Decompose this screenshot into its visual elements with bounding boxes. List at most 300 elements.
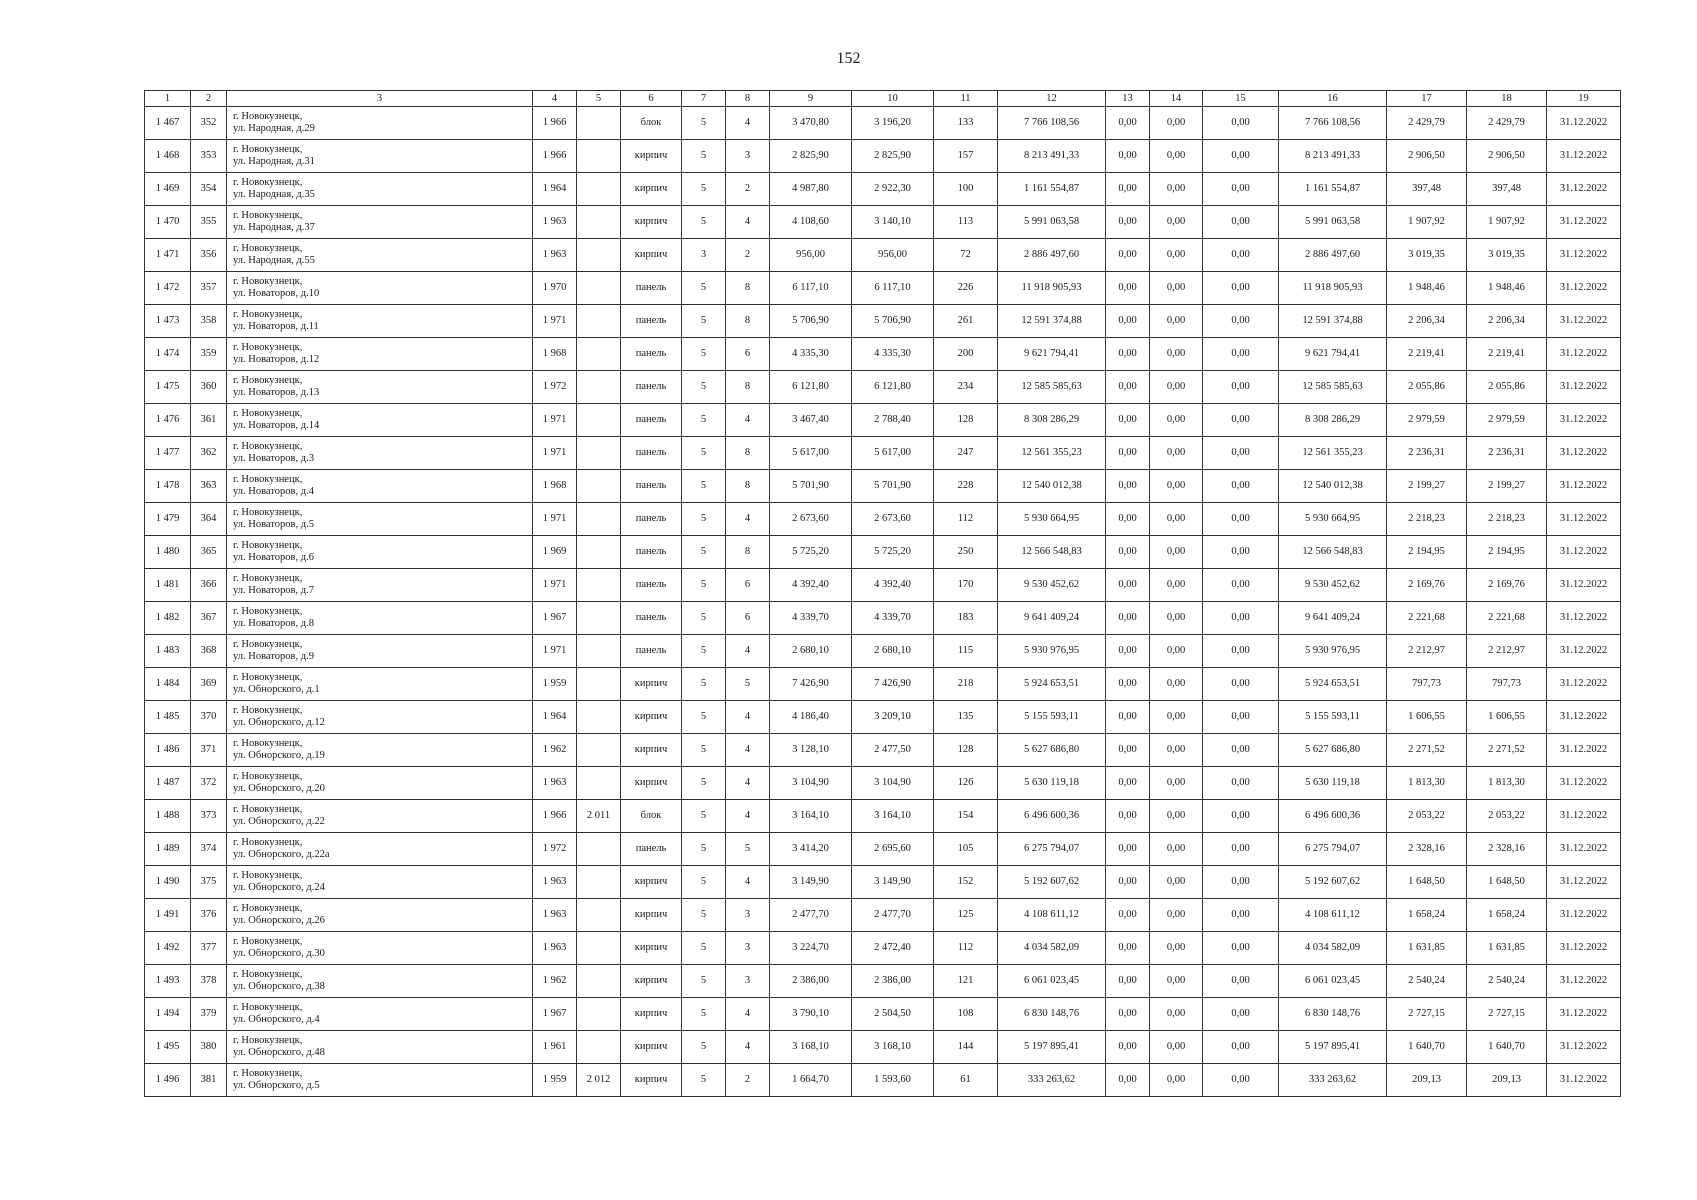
table-cell: 3 149,90: [852, 866, 934, 899]
column-header-19: 19: [1547, 91, 1621, 107]
address-city: г. Новокузнецк,: [233, 705, 303, 716]
table-cell: 2 472,40: [852, 932, 934, 965]
table-cell: 373: [191, 800, 227, 833]
table-cell: 2 194,95: [1467, 536, 1547, 569]
table-cell: 9 641 409,24: [1279, 602, 1387, 635]
table-cell: 5 197 895,41: [998, 1031, 1106, 1064]
table-cell: 0,00: [1106, 635, 1150, 668]
table-cell: 0,00: [1150, 602, 1203, 635]
address-cell: [227, 965, 533, 998]
address-cell: [227, 1031, 533, 1064]
table-cell: 2 212,97: [1387, 635, 1467, 668]
table-cell: 1 907,92: [1467, 206, 1547, 239]
table-cell: 2 504,50: [852, 998, 934, 1031]
table-cell: 5 930 664,95: [998, 503, 1106, 536]
table-cell: 126: [934, 767, 998, 800]
column-header-4: 4: [533, 91, 577, 107]
table-cell: 0,00: [1203, 107, 1279, 140]
table-row: [145, 338, 1621, 371]
table-cell: 3 019,35: [1467, 239, 1547, 272]
table-cell: 5 192 607,62: [1279, 866, 1387, 899]
table-cell: 359: [191, 338, 227, 371]
table-cell: 5 930 664,95: [1279, 503, 1387, 536]
table-row: [145, 635, 1621, 668]
table-cell: 261: [934, 305, 998, 338]
table-cell: 5 725,20: [852, 536, 934, 569]
address-city: г. Новокузнецк,: [233, 177, 303, 188]
table-cell: 1 963: [533, 767, 577, 800]
address-cell: [227, 173, 533, 206]
table-cell: 352: [191, 107, 227, 140]
table-cell: 5 924 653,51: [998, 668, 1106, 701]
address-city: г. Новокузнецк,: [233, 144, 303, 155]
table-cell: 0,00: [1203, 602, 1279, 635]
table-cell: 12 540 012,38: [998, 470, 1106, 503]
table-row: [145, 305, 1621, 338]
address-cell: [227, 239, 533, 272]
table-cell: панель: [621, 602, 682, 635]
table-cell: [577, 833, 621, 866]
table-cell: 31.12.2022: [1547, 239, 1621, 272]
address-cell: [227, 998, 533, 1031]
table-cell: 12 591 374,88: [1279, 305, 1387, 338]
address-city: г. Новокузнецк,: [233, 606, 303, 617]
column-header-6: 6: [621, 91, 682, 107]
address-city: г. Новокузнецк,: [233, 573, 303, 584]
table-cell: 2 053,22: [1467, 800, 1547, 833]
table-cell: 8 213 491,33: [1279, 140, 1387, 173]
table-cell: 2 328,16: [1387, 833, 1467, 866]
table-cell: [577, 866, 621, 899]
table-cell: 5 192 607,62: [998, 866, 1106, 899]
table-cell: 61: [934, 1064, 998, 1097]
table-cell: 31.12.2022: [1547, 1031, 1621, 1064]
table-cell: 1 471: [145, 239, 191, 272]
table-cell: 956,00: [770, 239, 852, 272]
table-cell: кирпич: [621, 866, 682, 899]
address-cell: [227, 767, 533, 800]
table-cell: 2 236,31: [1387, 437, 1467, 470]
table-cell: 1 969: [533, 536, 577, 569]
address-street: ул. Новаторов, д.14: [233, 420, 320, 431]
table-cell: блок: [621, 800, 682, 833]
table-cell: 1 493: [145, 965, 191, 998]
address-street: ул. Обнорского, д.30: [233, 948, 325, 959]
table-cell: 0,00: [1203, 305, 1279, 338]
table-cell: 2 221,68: [1467, 602, 1547, 635]
table-cell: 377: [191, 932, 227, 965]
table-cell: 5 930 976,95: [1279, 635, 1387, 668]
table-cell: 0,00: [1203, 503, 1279, 536]
table-cell: 372: [191, 767, 227, 800]
table-cell: кирпич: [621, 173, 682, 206]
table-row: [145, 833, 1621, 866]
table-cell: панель: [621, 338, 682, 371]
table-cell: 2 825,90: [852, 140, 934, 173]
table-body: [145, 107, 1621, 1097]
table-cell: 1 472: [145, 272, 191, 305]
table-cell: 1 489: [145, 833, 191, 866]
table-cell: кирпич: [621, 767, 682, 800]
column-header-1: 1: [145, 91, 191, 107]
table-cell: 2 271,52: [1467, 734, 1547, 767]
table-cell: 0,00: [1203, 140, 1279, 173]
table-cell: 2 199,27: [1387, 470, 1467, 503]
table-cell: 1 606,55: [1467, 701, 1547, 734]
table-cell: 0,00: [1106, 470, 1150, 503]
table-cell: 380: [191, 1031, 227, 1064]
table-row: [145, 569, 1621, 602]
table-cell: 9 530 452,62: [998, 569, 1106, 602]
table-cell: 5: [682, 734, 726, 767]
address-cell: [227, 305, 533, 338]
table-cell: 6 121,80: [852, 371, 934, 404]
table-cell: 2 169,76: [1387, 569, 1467, 602]
table-cell: 0,00: [1150, 536, 1203, 569]
table-cell: 1 477: [145, 437, 191, 470]
table-cell: панель: [621, 305, 682, 338]
address-cell: [227, 800, 533, 833]
table-cell: 9 530 452,62: [1279, 569, 1387, 602]
table-cell: панель: [621, 437, 682, 470]
table-cell: 2 680,10: [770, 635, 852, 668]
address-street: ул. Новаторов, д.5: [233, 519, 314, 530]
address-city: г. Новокузнецк,: [233, 1002, 303, 1013]
table-cell: 1 485: [145, 701, 191, 734]
address-cell: [227, 338, 533, 371]
table-cell: 112: [934, 932, 998, 965]
table-cell: кирпич: [621, 206, 682, 239]
table-cell: 100: [934, 173, 998, 206]
table-cell: 2 540,24: [1387, 965, 1467, 998]
table-cell: 0,00: [1203, 404, 1279, 437]
table-cell: 1 959: [533, 668, 577, 701]
table-cell: 234: [934, 371, 998, 404]
table-cell: 1 963: [533, 866, 577, 899]
table-cell: 4 034 582,09: [998, 932, 1106, 965]
table-cell: 0,00: [1150, 239, 1203, 272]
table-cell: 1 470: [145, 206, 191, 239]
table-cell: 3 019,35: [1387, 239, 1467, 272]
table-cell: 31.12.2022: [1547, 998, 1621, 1031]
table-cell: 1 962: [533, 965, 577, 998]
table-cell: 8: [726, 371, 770, 404]
table-cell: 5 725,20: [770, 536, 852, 569]
table-cell: 1 640,70: [1467, 1031, 1547, 1064]
address-cell: [227, 371, 533, 404]
table-row: [145, 668, 1621, 701]
table-cell: 0,00: [1106, 800, 1150, 833]
table-row: [145, 965, 1621, 998]
table-cell: 1 970: [533, 272, 577, 305]
table-cell: 0,00: [1203, 635, 1279, 668]
table-cell: 1 967: [533, 602, 577, 635]
table-cell: 5: [682, 1031, 726, 1064]
table-cell: панель: [621, 503, 682, 536]
table-cell: 9 621 794,41: [998, 338, 1106, 371]
table-cell: 31.12.2022: [1547, 767, 1621, 800]
table-cell: 7 426,90: [770, 668, 852, 701]
address-cell: [227, 470, 533, 503]
table-cell: 0,00: [1203, 206, 1279, 239]
address-street: ул. Новаторов, д.10: [233, 288, 320, 299]
table-cell: 0,00: [1106, 1031, 1150, 1064]
table-cell: 1 658,24: [1387, 899, 1467, 932]
address-street: ул. Новаторов, д.6: [233, 552, 314, 563]
table-cell: 1 971: [533, 305, 577, 338]
table-cell: 0,00: [1150, 734, 1203, 767]
table-cell: 6: [726, 569, 770, 602]
table-cell: 2 236,31: [1467, 437, 1547, 470]
table-cell: 3: [726, 140, 770, 173]
table-cell: 1 486: [145, 734, 191, 767]
address-city: г. Новокузнецк,: [233, 837, 303, 848]
table-cell: 5 617,00: [852, 437, 934, 470]
table-cell: 0,00: [1203, 668, 1279, 701]
table-cell: 0,00: [1203, 1064, 1279, 1097]
table-cell: 1 495: [145, 1031, 191, 1064]
table-cell: 3: [726, 899, 770, 932]
address-cell: [227, 404, 533, 437]
table-cell: 0,00: [1203, 866, 1279, 899]
address-street: ул. Новаторов, д.9: [233, 651, 314, 662]
table-cell: 3 224,70: [770, 932, 852, 965]
table-cell: 5 706,90: [770, 305, 852, 338]
address-city: г. Новокузнецк,: [233, 771, 303, 782]
table-cell: 4 034 582,09: [1279, 932, 1387, 965]
table-cell: 0,00: [1150, 371, 1203, 404]
table-cell: 1 971: [533, 404, 577, 437]
address-street: ул. Новаторов, д.3: [233, 453, 314, 464]
table-cell: 12 566 548,83: [998, 536, 1106, 569]
table-cell: 1 475: [145, 371, 191, 404]
table-cell: 0,00: [1106, 206, 1150, 239]
table-cell: 4: [726, 800, 770, 833]
table-cell: 31.12.2022: [1547, 338, 1621, 371]
table-cell: 5: [682, 404, 726, 437]
table-cell: 3 140,10: [852, 206, 934, 239]
table-cell: 0,00: [1106, 305, 1150, 338]
table-cell: панель: [621, 569, 682, 602]
table-cell: 9 621 794,41: [1279, 338, 1387, 371]
table-cell: 2 386,00: [852, 965, 934, 998]
table-row: [145, 1064, 1621, 1097]
table-cell: 6 061 023,45: [998, 965, 1106, 998]
table-cell: 2 673,60: [852, 503, 934, 536]
table-cell: кирпич: [621, 965, 682, 998]
table-cell: 2 219,41: [1387, 338, 1467, 371]
table-cell: 12 561 355,23: [998, 437, 1106, 470]
address-cell: [227, 932, 533, 965]
table-cell: 5 155 593,11: [998, 701, 1106, 734]
table-cell: 1 963: [533, 932, 577, 965]
address-city: г. Новокузнецк,: [233, 210, 303, 221]
table-cell: 4: [726, 701, 770, 734]
table-cell: 368: [191, 635, 227, 668]
table-cell: 144: [934, 1031, 998, 1064]
table-cell: 5 627 686,80: [998, 734, 1106, 767]
table-cell: 5 630 119,18: [1279, 767, 1387, 800]
table-cell: 6 275 794,07: [1279, 833, 1387, 866]
address-city: г. Новокузнецк,: [233, 342, 303, 353]
table-cell: 376: [191, 899, 227, 932]
page-number: 152: [836, 50, 861, 67]
table-cell: блок: [621, 107, 682, 140]
table-cell: 4: [726, 1031, 770, 1064]
table-cell: 0,00: [1150, 272, 1203, 305]
table-cell: 0,00: [1106, 404, 1150, 437]
address-city: г. Новокузнецк,: [233, 903, 303, 914]
table-cell: 1 963: [533, 899, 577, 932]
table-cell: 0,00: [1203, 800, 1279, 833]
table-cell: 4: [726, 107, 770, 140]
table-cell: 5: [682, 668, 726, 701]
address-city: г. Новокузнецк,: [233, 1035, 303, 1046]
table-cell: 228: [934, 470, 998, 503]
address-street: ул. Обнорского, д.12: [233, 717, 325, 728]
table-cell: 209,13: [1467, 1064, 1547, 1097]
table-cell: [577, 701, 621, 734]
table-cell: 0,00: [1203, 998, 1279, 1031]
table-cell: 333 263,62: [1279, 1064, 1387, 1097]
table-cell: 0,00: [1150, 833, 1203, 866]
address-city: г. Новокузнецк,: [233, 738, 303, 749]
table-cell: 0,00: [1203, 437, 1279, 470]
table-cell: 0,00: [1203, 371, 1279, 404]
address-cell: [227, 1064, 533, 1097]
table-cell: 0,00: [1106, 140, 1150, 173]
table-cell: 0,00: [1106, 734, 1150, 767]
table-row: [145, 173, 1621, 206]
table-cell: 5 617,00: [770, 437, 852, 470]
table-cell: 0,00: [1203, 932, 1279, 965]
table-cell: [577, 602, 621, 635]
table-cell: 1 640,70: [1387, 1031, 1467, 1064]
table-cell: 1 948,46: [1467, 272, 1547, 305]
table-cell: 2 727,15: [1387, 998, 1467, 1031]
table-cell: 1 482: [145, 602, 191, 635]
table-cell: 797,73: [1467, 668, 1547, 701]
table-cell: 128: [934, 734, 998, 767]
table-cell: кирпич: [621, 1031, 682, 1064]
address-cell: [227, 602, 533, 635]
address-street: ул. Обнорского, д.24: [233, 882, 325, 893]
table-cell: 31.12.2022: [1547, 140, 1621, 173]
table-cell: 31.12.2022: [1547, 932, 1621, 965]
table-row: [145, 140, 1621, 173]
table-cell: 31.12.2022: [1547, 305, 1621, 338]
address-street: ул. Обнорского, д.4: [233, 1014, 320, 1025]
table-cell: 0,00: [1150, 140, 1203, 173]
table-row: [145, 767, 1621, 800]
table-cell: 4: [726, 635, 770, 668]
address-street: ул. Обнорского, д.19: [233, 750, 325, 761]
table-cell: 3 467,40: [770, 404, 852, 437]
table-cell: 8: [726, 437, 770, 470]
table-cell: 5: [726, 833, 770, 866]
table-cell: 1 971: [533, 635, 577, 668]
table-cell: 2 680,10: [852, 635, 934, 668]
table-cell: 1 971: [533, 503, 577, 536]
table-cell: 31.12.2022: [1547, 635, 1621, 668]
table-cell: 121: [934, 965, 998, 998]
column-header-7: 7: [682, 91, 726, 107]
table-row: [145, 1031, 1621, 1064]
column-header-17: 17: [1387, 91, 1467, 107]
table-cell: 5: [682, 206, 726, 239]
table-cell: [577, 404, 621, 437]
table-cell: 1 476: [145, 404, 191, 437]
table-cell: 1 907,92: [1387, 206, 1467, 239]
table-cell: 2: [726, 239, 770, 272]
table-cell: кирпич: [621, 1064, 682, 1097]
address-street: ул. Народная, д.35: [233, 189, 315, 200]
table-cell: панель: [621, 536, 682, 569]
table-cell: кирпич: [621, 140, 682, 173]
address-cell: [227, 668, 533, 701]
table-cell: 31.12.2022: [1547, 437, 1621, 470]
table-cell: 354: [191, 173, 227, 206]
table-cell: 0,00: [1150, 998, 1203, 1031]
address-street: ул. Народная, д.29: [233, 123, 315, 134]
address-street: ул. Народная, д.37: [233, 222, 315, 233]
table-cell: кирпич: [621, 932, 682, 965]
table-cell: 8: [726, 305, 770, 338]
table-cell: [577, 635, 621, 668]
table-cell: [577, 932, 621, 965]
address-city: г. Новокузнецк,: [233, 672, 303, 683]
table-cell: 31.12.2022: [1547, 569, 1621, 602]
address-city: г. Новокузнецк,: [233, 408, 303, 419]
table-cell: 0,00: [1150, 206, 1203, 239]
table-cell: 1 490: [145, 866, 191, 899]
table-cell: [577, 998, 621, 1031]
table-cell: [577, 668, 621, 701]
table-cell: 365: [191, 536, 227, 569]
address-city: г. Новокузнецк,: [233, 243, 303, 254]
table-cell: 6 117,10: [770, 272, 852, 305]
table-cell: 6 061 023,45: [1279, 965, 1387, 998]
table-cell: 31.12.2022: [1547, 371, 1621, 404]
address-city: г. Новокузнецк,: [233, 441, 303, 452]
header-row: [145, 91, 1621, 107]
table-cell: 0,00: [1150, 800, 1203, 833]
table-cell: 4: [726, 503, 770, 536]
table-cell: панель: [621, 272, 682, 305]
table-cell: 5: [682, 701, 726, 734]
table-cell: 112: [934, 503, 998, 536]
address-cell: [227, 899, 533, 932]
table-cell: 0,00: [1106, 272, 1150, 305]
table-cell: 1 484: [145, 668, 191, 701]
table-cell: кирпич: [621, 998, 682, 1031]
table-cell: 0,00: [1203, 470, 1279, 503]
table-cell: 2 206,34: [1467, 305, 1547, 338]
table-cell: 6 496 600,36: [1279, 800, 1387, 833]
address-street: ул. Обнорского, д.26: [233, 915, 325, 926]
table-cell: 1 813,30: [1467, 767, 1547, 800]
table-cell: 5 701,90: [852, 470, 934, 503]
table-cell: 135: [934, 701, 998, 734]
table-cell: 31.12.2022: [1547, 173, 1621, 206]
table-cell: [577, 767, 621, 800]
table-row: [145, 206, 1621, 239]
column-header-10: 10: [852, 91, 934, 107]
table-cell: 2 011: [577, 800, 621, 833]
table-cell: [577, 305, 621, 338]
table-cell: 31.12.2022: [1547, 503, 1621, 536]
table-cell: 6 275 794,07: [998, 833, 1106, 866]
